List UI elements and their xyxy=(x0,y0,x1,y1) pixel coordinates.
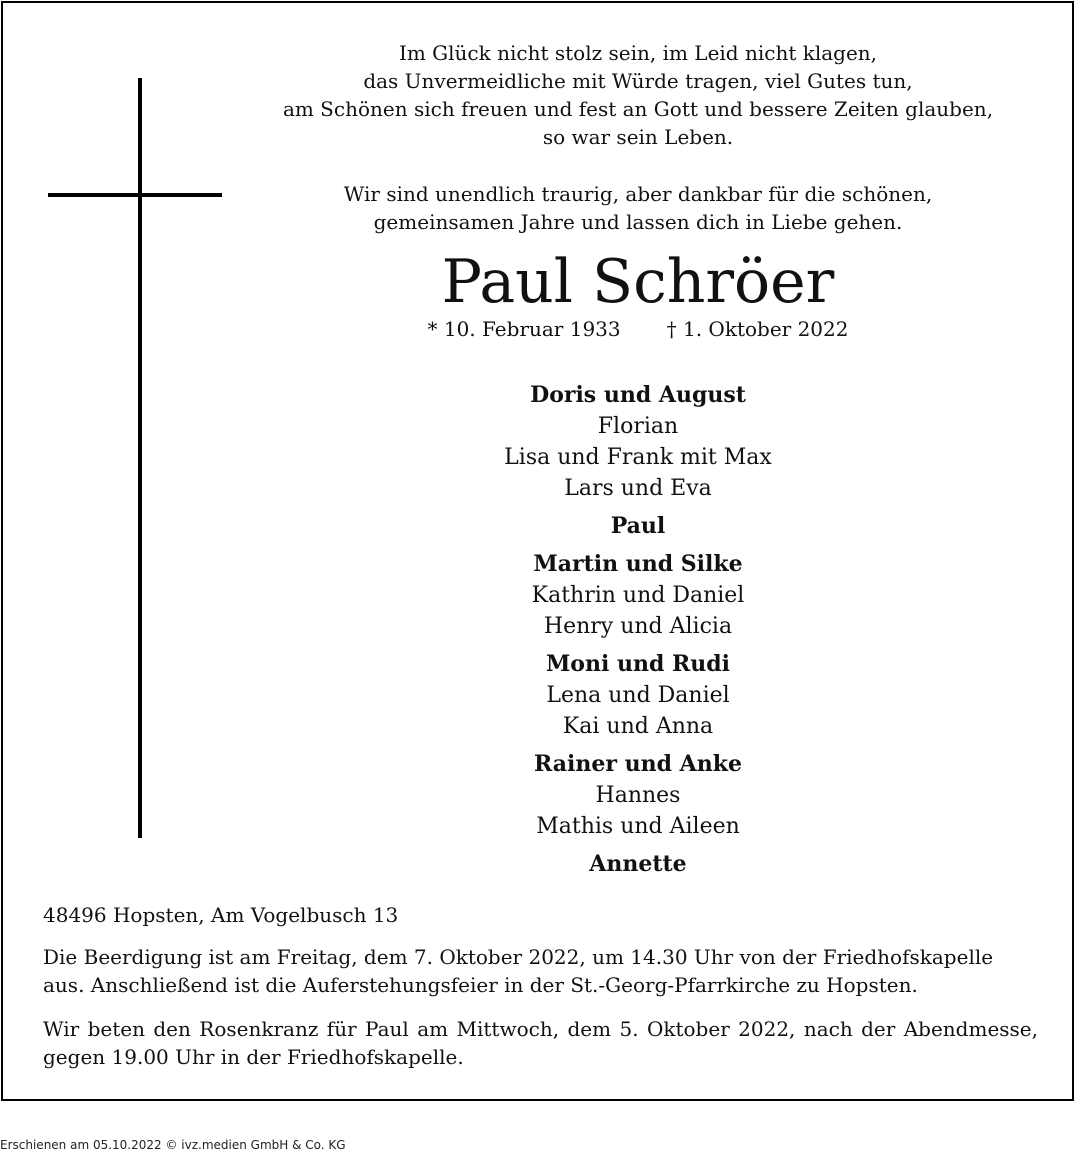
family-group xyxy=(338,648,938,742)
death-date: † 1. Oktober 2022 xyxy=(666,317,849,341)
deceased-name: Paul Schröer xyxy=(441,247,835,317)
family-head: Martin und Silke xyxy=(533,551,743,577)
publication-footer: Erschienen am 05.10.2022 © ivz.medien GmbH & Co. KG xyxy=(0,1138,346,1152)
family-member: Hannes xyxy=(595,783,681,808)
family-member: Henry und Alicia xyxy=(543,614,733,639)
address: 48496 Hopsten, Am Vogelbusch 13 xyxy=(43,903,399,927)
rosary-notice: Wir beten den Rosenkranz für Paul am Mittwoch, dem 5. Oktober 2022, nach der Abendmesse, gegen 19.00 Uhr in der Friedhofskapelle. xyxy=(43,1017,1038,1069)
family-member: Florian xyxy=(597,414,679,439)
family-member: Lars und Eva xyxy=(564,476,712,501)
cross-icon xyxy=(138,78,142,838)
family-group xyxy=(338,848,938,880)
farewell-text xyxy=(163,180,1075,236)
verse-line: am Schönen sich freuen und fest an Gott und bessere Zeiten glauben, xyxy=(282,97,994,121)
obituary-notice xyxy=(1,1,1074,1101)
farewell-line: Wir sind unendlich traurig, aber dankbar für die schönen, xyxy=(343,182,933,206)
family-head: Moni und Rudi xyxy=(545,651,731,677)
family-group xyxy=(338,548,938,642)
life-dates xyxy=(163,315,1075,343)
family-member: Lena und Daniel xyxy=(546,683,730,708)
family-group xyxy=(338,748,938,842)
family-head: Doris und August xyxy=(530,382,746,408)
family-member: Kai und Anna xyxy=(562,714,714,739)
family-group xyxy=(338,379,938,504)
memorial-verse xyxy=(163,39,1075,151)
family-list xyxy=(338,379,938,886)
family-member: Kathrin und Daniel xyxy=(531,583,745,608)
verse-line: das Unvermeidliche mit Würde tragen, viel Gutes tun, xyxy=(363,69,913,93)
family-group xyxy=(338,510,938,542)
family-member: Mathis und Aileen xyxy=(536,814,740,839)
family-member: Lisa und Frank mit Max xyxy=(504,445,772,470)
verse-line: so war sein Leben. xyxy=(542,125,734,149)
family-head: Annette xyxy=(589,851,687,877)
family-head: Rainer und Anke xyxy=(534,751,742,777)
farewell-line: gemeinsamen Jahre und lassen dich in Liebe gehen. xyxy=(373,210,903,234)
funeral-notice: Die Beerdigung ist am Freitag, dem 7. Oktober 2022, um 14.30 Uhr von der Friedhofskapelle aus. Anschließend ist die Auferstehungsfeier in der St.-Georg-Pfarrkirche zu Hopsten. xyxy=(43,945,994,997)
verse-line: Im Glück nicht stolz sein, im Leid nicht klagen, xyxy=(398,41,878,65)
family-head: Paul xyxy=(610,513,666,539)
birth-date: * 10. Februar 1933 xyxy=(427,317,621,341)
